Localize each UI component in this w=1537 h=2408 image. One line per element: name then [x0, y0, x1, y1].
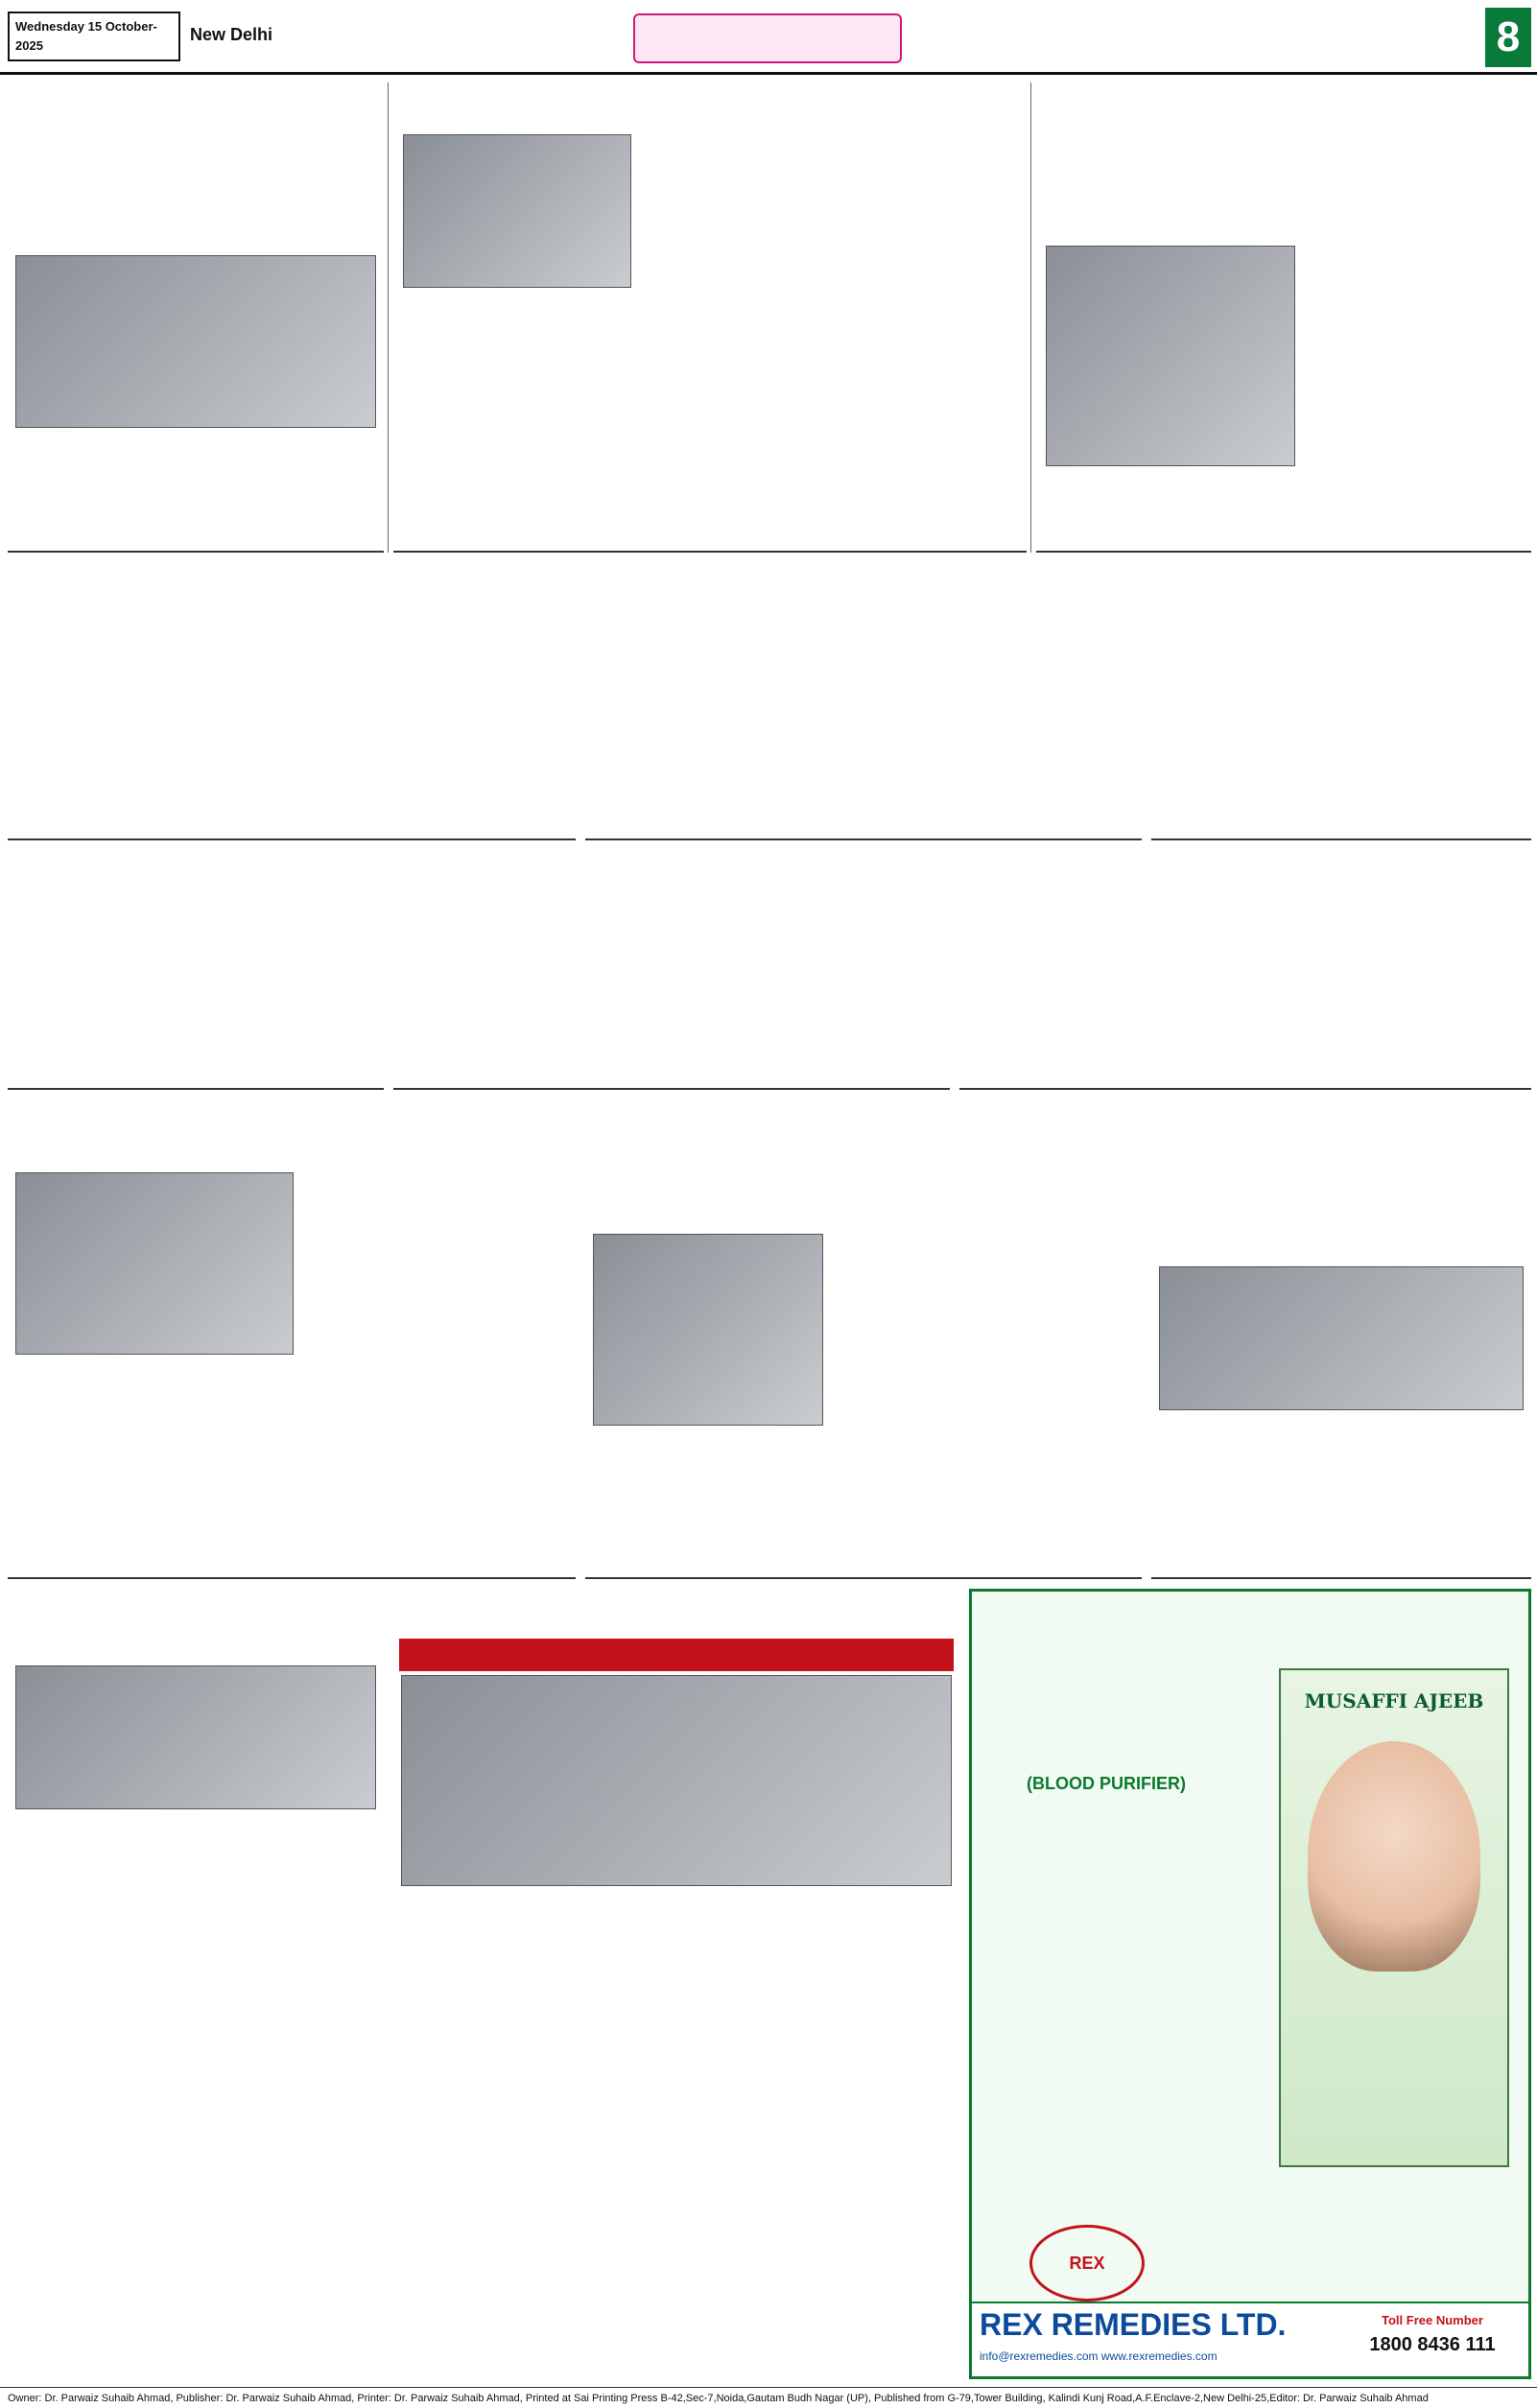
column-rule	[1030, 83, 1031, 553]
headline	[959, 850, 1531, 934]
article-body	[301, 1172, 572, 1566]
headline	[393, 850, 950, 900]
article-body	[8, 610, 576, 827]
article-photo	[403, 134, 631, 288]
ad-benefits	[991, 1841, 1260, 1995]
article-congress-statement	[8, 850, 384, 1090]
article-body	[1151, 610, 1531, 827]
newspaper-logo	[1266, 6, 1478, 69]
ad-product-name-urdu	[991, 1668, 1221, 1764]
ad-toll-free-number: 1800 8436 111	[1369, 2334, 1496, 2355]
article-body	[393, 896, 950, 1076]
headline	[1036, 83, 1531, 188]
article-body	[831, 1147, 1138, 1566]
headline	[8, 83, 384, 169]
ad-tagline	[972, 1601, 1528, 1649]
ad-toll-free-label: Toll Free Number	[1382, 2313, 1483, 2327]
article-photo	[1046, 246, 1295, 466]
article-body	[8, 886, 384, 1076]
article-police-chase	[8, 2053, 384, 2379]
article-body	[959, 933, 1531, 1076]
ad-contact: info@rexremedies.com www.rexremedies.com	[980, 2349, 1218, 2363]
ad-product-brand: MUSAFFI AJEEB	[1304, 1689, 1484, 1712]
article-two-wheeler-gang	[393, 850, 950, 1090]
headline	[8, 1589, 384, 1667]
headline	[393, 83, 1027, 136]
article-minor-student-suicide	[1151, 562, 1531, 840]
weekday-date: Wednesday 15 October-2025	[15, 19, 157, 53]
ad-rex-logo: REX	[1029, 2225, 1145, 2302]
article-body	[15, 437, 376, 537]
ad-slogan-urdu	[1164, 2196, 1519, 2273]
imprint-line: Owner: Dr. Parwaiz Suhaib Ahmad, Publisher: Dr. Parwaiz Suhaib Ahmad, Printer: Dr. Parwaiz Suhaib Ahmad, Printed at Sai Printing Press B-42,Sec-7,Noida,Gautam Budh Nagar (UP), Published from G-79,Tower Building, Kalindi Kunj Road,A.F.Enclave-2,New Delhi-25,Editor: Dr. Parwaiz Suhaib Ahmad	[0, 2387, 1537, 2408]
article-disaster-management	[8, 83, 384, 553]
article-body	[393, 1896, 959, 2366]
article-photo	[15, 1665, 376, 1809]
ad-company-name: REX REMEDIES LTD.	[980, 2307, 1287, 2342]
article-photo	[593, 1234, 823, 1426]
article-photo	[15, 255, 376, 428]
headline	[1151, 1099, 1531, 1195]
article-body	[643, 134, 1017, 537]
article-body	[585, 606, 1142, 827]
section-title	[633, 13, 902, 63]
headline	[1151, 562, 1531, 614]
article-body	[8, 2130, 384, 2370]
article-water-shortage	[585, 1099, 1142, 1579]
headline	[8, 1099, 576, 1144]
article-body	[1151, 1420, 1531, 1564]
article-daryaganj-event	[8, 1589, 384, 2049]
ad-product-box	[1279, 1668, 1509, 2167]
article-photo	[1159, 1266, 1524, 1410]
city-label: New Delhi	[190, 25, 273, 44]
headline	[585, 562, 1142, 610]
article-threat-arrest	[585, 562, 1142, 840]
article-loan-guarantee	[1036, 83, 1531, 553]
ad-product-tag: (BLOOD PURIFIER)	[1027, 1774, 1186, 1793]
article-body	[8, 1819, 384, 2040]
date-box	[8, 12, 180, 61]
subheadline	[8, 1144, 576, 1176]
headline	[393, 1589, 959, 1639]
article-kerala-protest	[393, 83, 1027, 553]
ad-model-face	[1308, 1741, 1480, 1971]
article-university-harassment	[8, 562, 576, 840]
article-body	[1305, 184, 1522, 539]
article-career-fair	[8, 1099, 576, 1579]
headline-banner	[399, 1639, 954, 1671]
page-number: 8	[1485, 8, 1531, 67]
ad-company-bar	[972, 2302, 1528, 2376]
article-photo	[401, 1675, 952, 1886]
advertisement	[969, 1589, 1531, 2379]
headline	[8, 2053, 384, 2132]
article-progressive-scholars	[393, 1589, 959, 2379]
headline	[8, 562, 576, 614]
column-rule	[388, 83, 389, 553]
headline	[8, 850, 384, 890]
article-photo	[15, 1172, 294, 1355]
article-whatsapp-fraud	[1151, 1099, 1531, 1579]
headline	[585, 1099, 1142, 1149]
article-human-rights-commission	[959, 850, 1531, 1090]
